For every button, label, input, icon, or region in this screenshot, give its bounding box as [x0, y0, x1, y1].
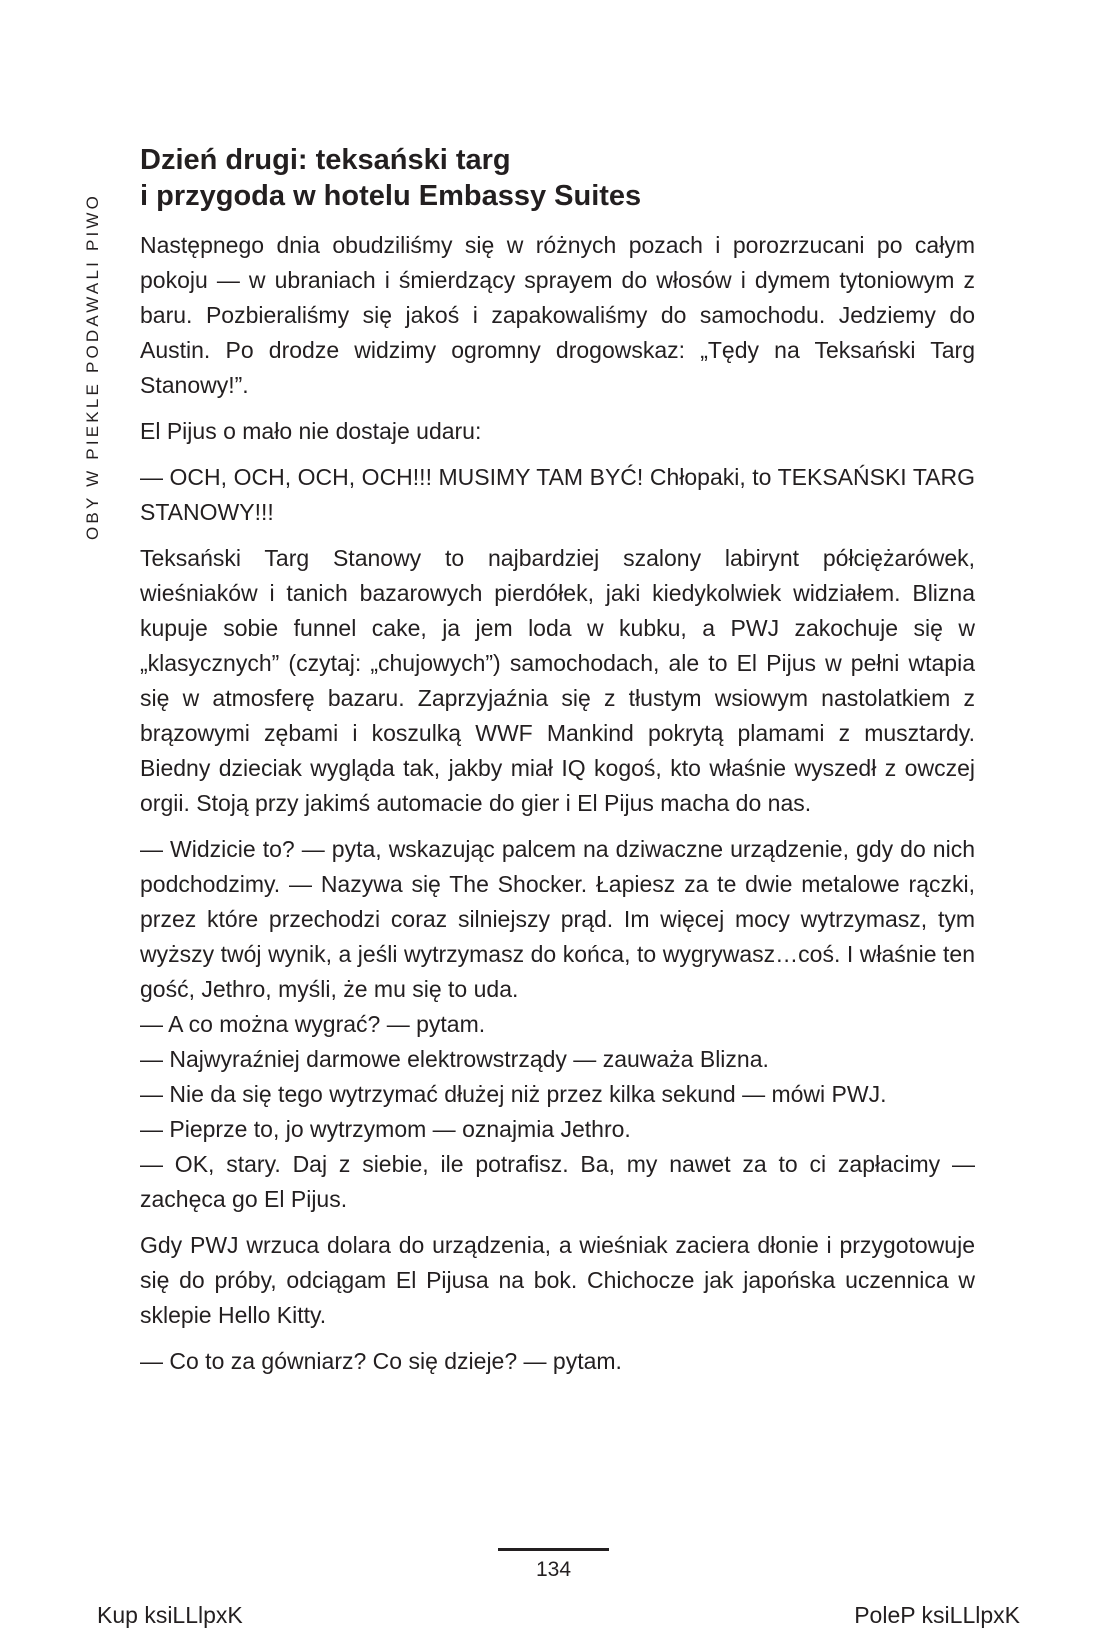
chapter-heading [140, 142, 975, 214]
paragraph: Gdy PWJ wrzuca dolara do urządzenia, a wieśniak zaciera dłonie i przygotowuje się do próby, odciągam El Pijusa na bok. Chichocze jak japońska uczennica w sklepie Hello Kitty. [140, 1232, 975, 1328]
folio-rule [498, 1548, 609, 1551]
paragraph: Następnego dnia obudziliśmy się w różnych pozach i porozrzucani po całym pokoju — w ubraniach i śmierdzący sprayem do włosów i dymem tytoniowym z baru. Pozbieraliśmy się jakoś i zapakowaliśmy do samochodu. Jedziemy do Austin. Po drodze widzimy ogromny drogowskaz: „Tędy na Teksański Targ Stanowy!”. [140, 232, 975, 398]
paragraph: — OCH, OCH, OCH, OCH!!! MUSIMY TAM BYĆ! Chłopaki, to TEKSAŃSKI TARG STANOWY!!! [140, 464, 975, 525]
dialogue-line: — OK, stary. Daj z siebie, ile potrafisz. Ba, my nawet za to ci zapłacimy — zachęca go El Pijus. [140, 1151, 975, 1212]
dialogue-line: — A co można wygrać? — pytam. [140, 1011, 486, 1037]
dialogue-line: — Najwyraźniej darmowe elektrowstrządy — zauważa Blizna. [140, 1046, 769, 1072]
paragraph: El Pijus o mało nie dostaje udaru: [140, 418, 482, 444]
running-head: OBY W PIEKLE PODAWALI PIWO [83, 192, 102, 540]
dialogue-line: — Pieprze to, jo wytrzymom — oznajmia Jethro. [140, 1116, 631, 1142]
paragraph: — Widzicie to? — pyta, wskazując palcem na dziwaczne urządzenie, gdy do nich podchodzimy. — Nazywa się The Shocker. Łapiesz za te dwie metalowe rączki, przez które przechodzi coraz silniejszy prąd. Im więcej mocy wytrzymasz, tym wyższy twój wynik, a jeśli wytrzymasz do końca, to wygrywasz…coś. I właśnie ten gość, Jethro, myśli, że mu się to uda. [140, 836, 975, 1002]
footer-recommend-link[interactable]: PoleP ksiLLlpxK [854, 1602, 1020, 1628]
page-body [140, 142, 975, 1390]
heading-line-2: i przygoda w hotelu Embassy Suites [140, 180, 642, 212]
paragraph: Teksański Targ Stanowy to najbardziej szalony labirynt półciężarówek, wieśniaków i tanich bazarowych pierdółek, jaki kiedykolwiek widziałem. Blizna kupuje sobie funnel cake, ja jem loda w kubku, a PWJ zakochuje się w „klasycznych” (czytaj: „chujowych”) samochodach, ale to El Pijus w pełni wtapia się w atmosferę bazaru. Zaprzyjaźnia się z tłustym wsiowym nastolatkiem z brązowymi zębami i koszulką WWF Mankind pokrytą plamami z musztardy. Biedny dzieciak wygląda tak, jakby miał IQ kogoś, kto właśnie wyszedł z owczej orgii. Stoją przy jakimś automacie do gier i El Pijus macha do nas. [140, 545, 975, 816]
paragraph: — Co to za gówniarz? Co się dzieje? — pytam. [140, 1348, 622, 1374]
dialogue-line: — Nie da się tego wytrzymać dłużej niż przez kilka sekund — mówi PWJ. [140, 1081, 887, 1107]
page-number: 134 [535, 1558, 572, 1581]
footer-buy-link[interactable]: Kup ksiLLlpxK [97, 1602, 243, 1628]
heading-line-1: Dzień drugi: teksański targ [140, 144, 511, 176]
